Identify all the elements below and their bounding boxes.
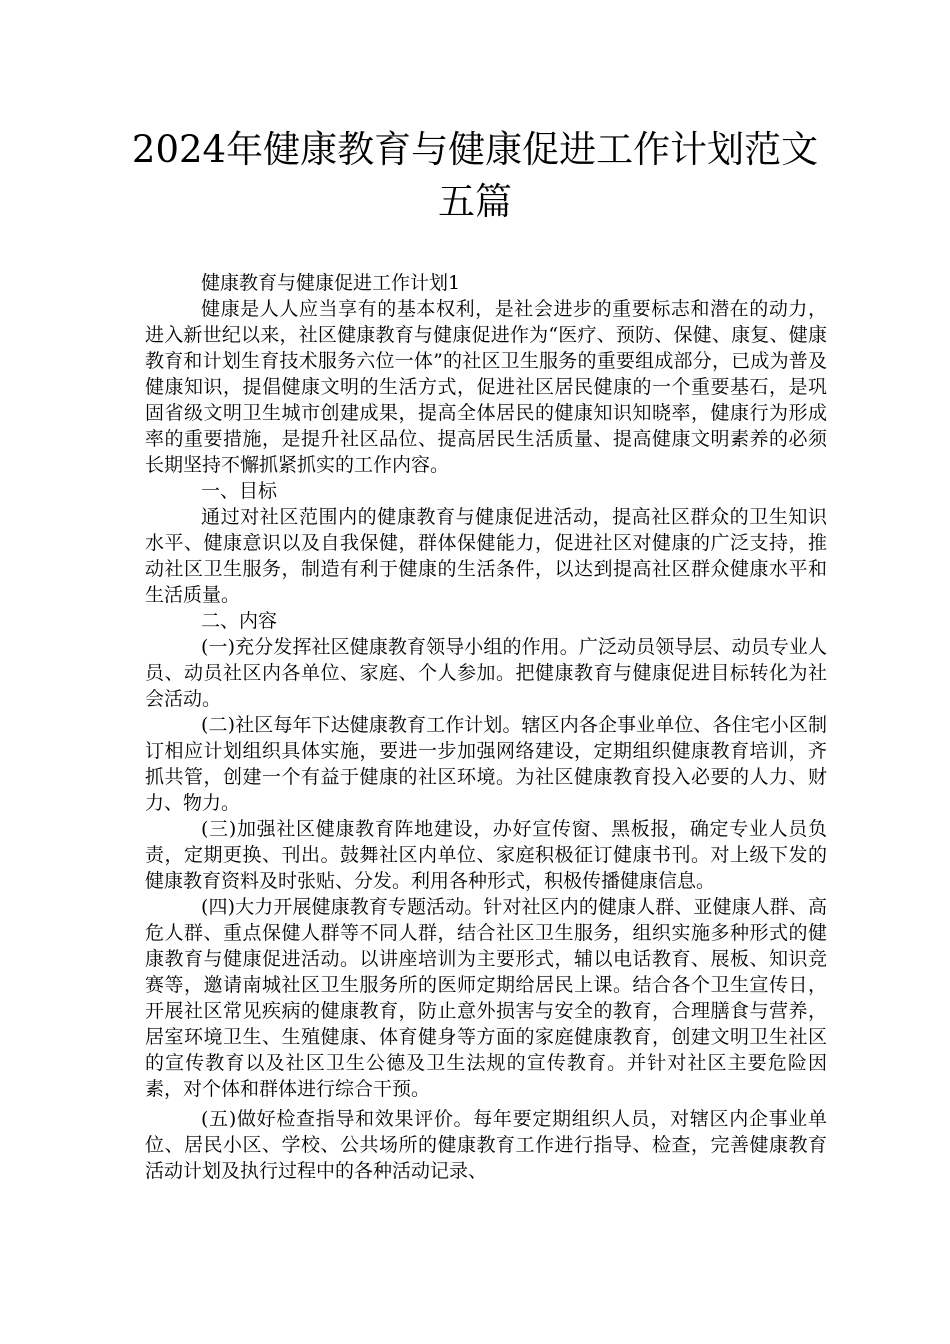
paragraph: (四)大力开展健康教育专题活动。针对社区内的健康人群、亚健康人群、高危人群、重点保健人群等不同人群，结合社区卫生服务，组织实施多种形式的健康教育与健康促进活动。以讲座培训为主要形式，辅以电话教育、展板、知识竞赛等，邀请南城社区卫生服务所的医师定期给居民上课。结合各个卫生宣传日，开展社区常见疾病的健康教育，防止意外损害与安全的教育，合理膳食与营养，居室环境卫生、生殖健康、体育健身等方面的家庭健康教育，创建文明卫生社区的宣传教育以及社区卫生公德及卫生法规的宣传教育。并针对社区主要危险因素，对个体和群体进行综合干预。 [145,896,827,1100]
paragraph: (三)加强社区健康教育阵地建设，办好宣传窗、黑板报，确定专业人员负责，定期更换、刊出。鼓舞社区内单位、家庭积极征订健康书刊。对上级下发的健康教育资料及时张贴、分发。利用各种形式，积极传播健康信息。 [145,818,827,892]
paragraph: (五)做好检查指导和效果评价。每年要定期组织人员，对辖区内企事业单位、居民小区、学校、公共场所的健康教育工作进行指导、检查，完善健康教育活动计划及执行过程中的各种活动记录、 [145,1108,827,1182]
document-title [100,124,850,228]
title-line-1: 2024年健康教育与健康促进工作计划范文 [131,128,819,171]
document-body [145,270,827,1184]
section-heading: 一、目标 [201,480,278,502]
paragraph: 健康是人人应当享有的基本权利，是社会进步的重要标志和潜在的动力，进入新世纪以来，社区健康教育与健康促进作为“医疗、预防、保健、康复、健康教育和计划生育技术服务六位一体”的社区卫生服务的重要组成部分，已成为普及健康知识，提倡健康文明的生活方式，促进社区居民健康的一个重要基石，是巩固省级文明卫生城市创建成果，提高全体居民的健康知识知晓率，健康行为形成率的重要措施，是提升社区品位、提高居民生活质量、提高健康文明素养的必须长期坚持不懈抓紧抓实的工作内容。 [145,298,827,476]
paragraph: (二)社区每年下达健康教育工作计划。辖区内各企事业单位、各住宅小区制订相应计划组织具体实施，要进一步加强网络建设，定期组织健康教育培训，齐抓共管，创建一个有益于健康的社区环境。为社区健康教育投入必要的人力、财力、物力。 [145,714,827,814]
paragraph: (一)充分发挥社区健康教育领导小组的作用。广泛动员领导层、动员专业人员、动员社区内各单位、家庭、个人参加。把健康教育与健康促进目标转化为社会活动。 [145,636,827,710]
section-heading: 二、内容 [201,610,278,632]
title-line-2: 五篇 [438,180,512,223]
section-heading: 健康教育与健康促进工作计划1 [201,272,461,294]
paragraph: 通过对社区范围内的健康教育与健康促进活动，提高社区群众的卫生知识水平、健康意识以及自我保健，群体保健能力，促进社区对健康的广泛支持，推动社区卫生服务，制造有利于健康的生活条件，以达到提高社区群众健康水平和生活质量。 [145,506,827,606]
